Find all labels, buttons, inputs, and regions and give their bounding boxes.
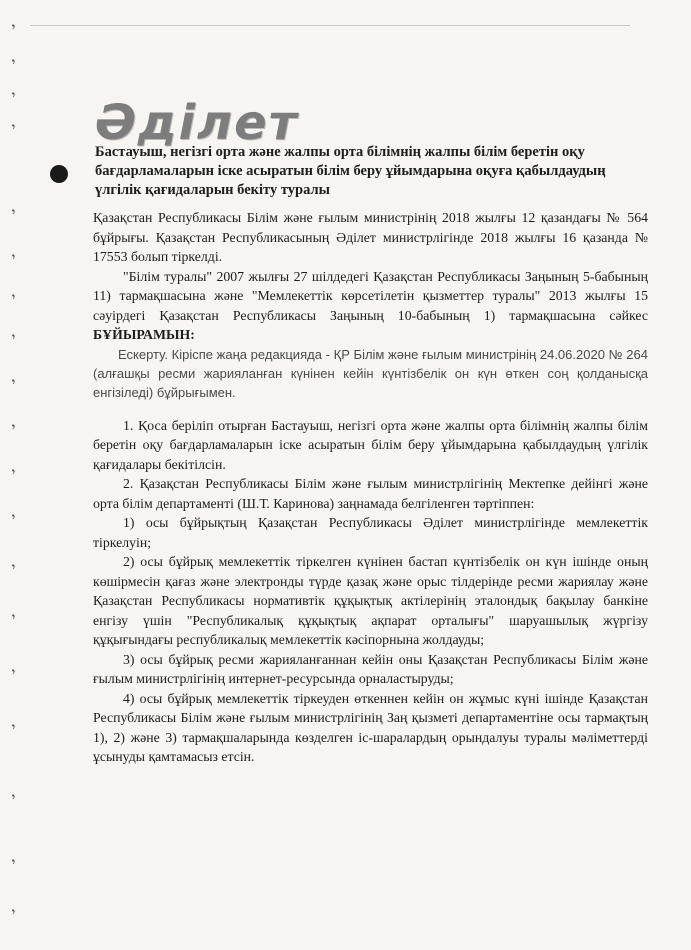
subitem-1: 1) осы бұйрықтың Қазақстан Республикасы Әділет министрлігінде мемлекеттік тіркелуін;	[93, 515, 648, 550]
subitem-4: 4) осы бұйрық мемлекеттік тіркеуден өткеннен кейін он жұмыс күні ішінде Қазақстан Республикасы Білім және ғылым министрлігінің Заң қызметі департаментіне осы тармақтың 1), 2) және 3) тармақшаларында көзделген іс-шаралардың орындалуы туралы мәліметтерді ұсынуды қамтамасыз етсін.	[93, 690, 648, 764]
order-info: Қазақстан Республикасы Білім және ғылым министрінің 2018 жылғы 12 қазандағы № 564 бұйрығы. Қазақстан Республикасының Әділет министрлігінде 2018 жылғы 16 қазанда № 17553 болып тіркелді.	[93, 210, 648, 264]
order-word: БҰЙЫРАМЫН:	[93, 327, 195, 342]
subitem-2: 2) осы бұйрық мемлекеттік тіркелген күнінен бастап күнтізбелік он күн ішінде оның көшірмесін қағаз және электронды түрде қазақ және орыс тілдерінде ресми жариялау және Қазақстан Республикасы нормативтік құқықтық актілерінің эталондық бақылау банкіне енгізу үшін "Республикалық құқықтық ақпарат орталығы" шаруашылық жүргізу құқығындағы республикалық мемлекеттік кәсіпорнына жолдауды;	[93, 554, 648, 647]
scan-edge-line	[30, 25, 630, 26]
punch-hole	[50, 165, 68, 183]
document-body	[93, 208, 648, 767]
document-title: Бастауыш, негізгі орта және жалпы орта білімнің жалпы білім беретін оқу бағдарламаларын іске асыратын білім беру ұйымдарына оқуға қабылдаудың үлгілік қағидаларын бекіту туралы	[95, 144, 606, 198]
subitem-3: 3) осы бұйрық ресми жарияланғаннан кейін оны Қазақстан Республикасы Білім және ғылым министрлігінің интернет-ресурсында орналастыруды;	[93, 651, 648, 686]
amendment-note: Ескерту. Кіріспе жаңа редакцияда - ҚР Білім және ғылым министрінің 24.06.2020 № 264 (алғашқы ресми жарияланған күнінен кейін күнтізбелік он күн өткен соң қолданысқа енгізіледі) бұйрығымен.	[93, 346, 648, 400]
item-1: 1. Қоса беріліп отырған Бастауыш, негізгі орта және жалпы орта білімнің жалпы білім беретін оқу бағдарламаларын іске асыратын білім беру ұйымдарына қабылдаудың үлгілік қағидалары бекітілсін.	[93, 417, 648, 472]
preamble	[93, 267, 648, 345]
preamble-text: "Білім туралы" 2007 жылғы 27 шілдедегі Қазақстан Республикасы Заңының 5-бабының 11) тармақшасына және "Мемлекеттік көрсетілетін қызметтер туралы" 2013 жылғы 15 сәуірдегі Қазақстан Республикасы Заңының 10-бабының 1) тармақшасына сәйкес	[93, 268, 648, 323]
binding-marks: ʼ ʼ ʼ ʼ ʼ ʼ ʼ ʼ ʼ ʼ ʼ ʼ ʼ ʼ ʼ ʼ ʼ ʼ ʼ	[8, 19, 22, 926]
adilet-logo: Әділет	[95, 95, 299, 151]
item-2: 2. Қазақстан Республикасы Білім және ғылым министрлігінің Мектепке дейінгі және орта білім департаменті (Ш.Т. Каринова) заңнамада белгіленген тәртіппен:	[93, 476, 648, 511]
